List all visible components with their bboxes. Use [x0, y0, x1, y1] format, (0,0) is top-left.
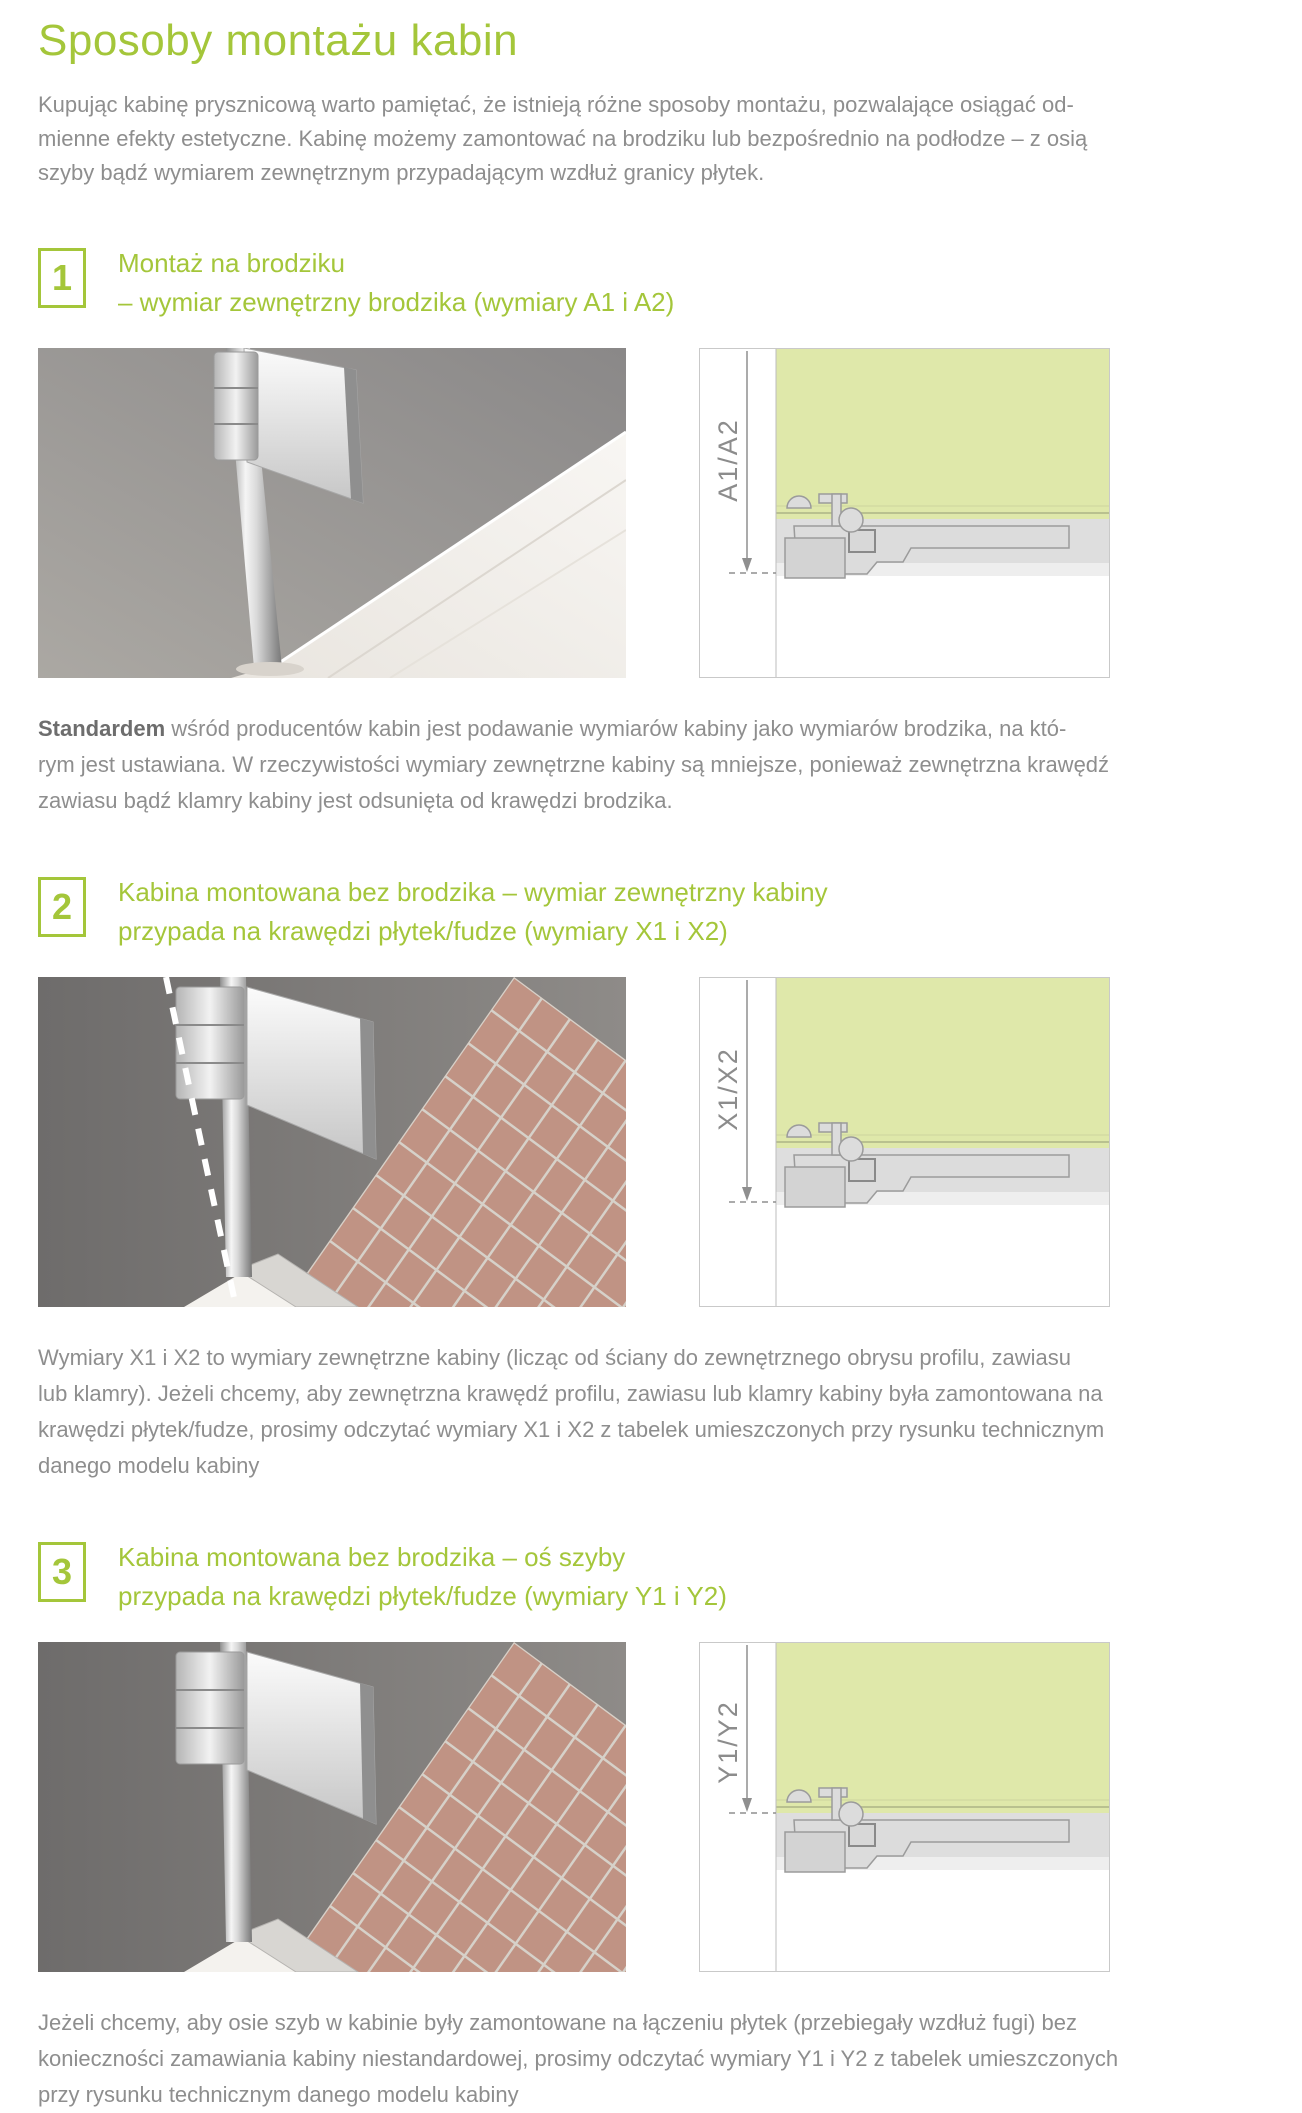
paragraph-line: krawędzi płytek/fudze, prosimy odczytać wymiary X1 i X2 z tabelek umieszczonych przy rysunku technicznym [38, 1417, 1105, 1442]
heading-line: Montaż na brodziku [118, 248, 345, 278]
diagram-dimension-label: X1/X2 [713, 1047, 743, 1131]
profile-base-shadow [236, 662, 304, 676]
paragraph-line: danego modelu kabiny [38, 1453, 260, 1478]
photo-hinge-tiles [38, 1642, 626, 1972]
paragraph-line: Wymiary X1 i X2 to wymiary zewnętrzne kabiny (licząc od ściany do zewnętrznego obrysu profilu, zawiasu [38, 1345, 1072, 1370]
section-3-header [38, 1538, 1272, 1616]
section-1-heading [118, 244, 674, 322]
diagram-dimension-label: A1/A2 [713, 418, 743, 502]
heading-line: przypada na krawędzi płytek/fudze (wymiary Y1 i Y2) [118, 1581, 727, 1611]
section-1-paragraph [38, 711, 1272, 819]
intro-line: szyby bądź wymiarem zewnętrznym przypadającym wzdłuż granicy płytek. [38, 160, 765, 185]
section-3-heading [118, 1538, 727, 1616]
profile-notch [849, 530, 875, 552]
round-profile [839, 1137, 863, 1161]
photo-hinge-tiles-dashed-line [38, 977, 626, 1307]
round-profile [839, 1802, 863, 1826]
photo-hinge-on-shower-tray [38, 348, 626, 678]
paragraph-line: Jeżeli chcemy, aby osie szyb w kabinie były zamontowane na łączeniu płytek (przebiegały wzdłuż fugi) bez [38, 2010, 1077, 2035]
profile-notch [849, 1159, 875, 1181]
section-2-heading [118, 873, 828, 951]
tray-left-block [785, 1832, 845, 1872]
section-number-badge: 1 [38, 248, 86, 308]
technical-diagram-x1-x2 [699, 977, 1110, 1307]
tray-left-block [785, 538, 845, 578]
paragraph-lead-bold: Standardem [38, 716, 166, 741]
paragraph-line: konieczności zamawiania kabiny niestandardowej, prosimy odczytać wymiary Y1 i Y2 z tabelek umieszczonych [38, 2046, 1119, 2071]
section-3-figures [38, 1642, 1272, 1972]
section-2-header [38, 873, 1272, 951]
page-title: Sposoby montażu kabin [38, 16, 519, 65]
tray-left-block [785, 1167, 845, 1207]
paragraph-line: lub klamry). Jeżeli chcemy, aby zewnętrzna krawędź profilu, zawiasu lub klamry kabiny była zamontowana na [38, 1381, 1103, 1406]
section-1-header [38, 244, 1272, 322]
heading-line: Kabina montowana bez brodzika – wymiar zewnętrzny kabiny [118, 877, 828, 907]
section-number-badge: 2 [38, 877, 86, 937]
intro-line: mienne efekty estetyczne. Kabinę możemy zamontować na brodziku lub bezpośrednio na podłodze – z osią [38, 126, 1088, 151]
intro-line: Kupując kabinę prysznicową warto pamiętać, że istnieją różne sposoby montażu, pozwalające osiągać od- [38, 92, 1074, 117]
section-number-badge: 3 [38, 1542, 86, 1602]
section-2-paragraph [38, 1340, 1272, 1484]
paragraph-line: rym jest ustawiana. W rzeczywistości wymiary zewnętrzne kabiny są mniejsze, ponieważ zewnętrzna krawędź [38, 752, 1110, 777]
profile-notch [849, 1824, 875, 1846]
paragraph-line: przy rysunku technicznym danego modelu kabiny [38, 2082, 519, 2107]
heading-line: Kabina montowana bez brodzika – oś szyby [118, 1542, 626, 1572]
technical-diagram-a1-a2 [699, 348, 1110, 678]
hinge-plate [214, 352, 258, 460]
section-3-paragraph [38, 2005, 1272, 2113]
diagram-dimension-label: Y1/Y2 [713, 1700, 743, 1784]
paragraph-line: wśród producentów kabin jest podawanie wymiarów kabiny jako wymiarów brodzika, na któ- [165, 716, 1067, 741]
technical-diagram-y1-y2 [699, 1642, 1110, 1972]
section-2-figures [38, 977, 1272, 1307]
section-1-figures [38, 348, 1272, 678]
heading-line: przypada na krawędzi płytek/fudze (wymiary X1 i X2) [118, 916, 728, 946]
hinge-plate [176, 1652, 244, 1764]
intro-paragraph [38, 88, 1272, 190]
heading-line: – wymiar zewnętrzny brodzika (wymiary A1 i A2) [118, 287, 675, 317]
round-profile [839, 508, 863, 532]
paragraph-line: zawiasu bądź klamry kabiny jest odsunięta od krawędzi brodzika. [38, 788, 673, 813]
